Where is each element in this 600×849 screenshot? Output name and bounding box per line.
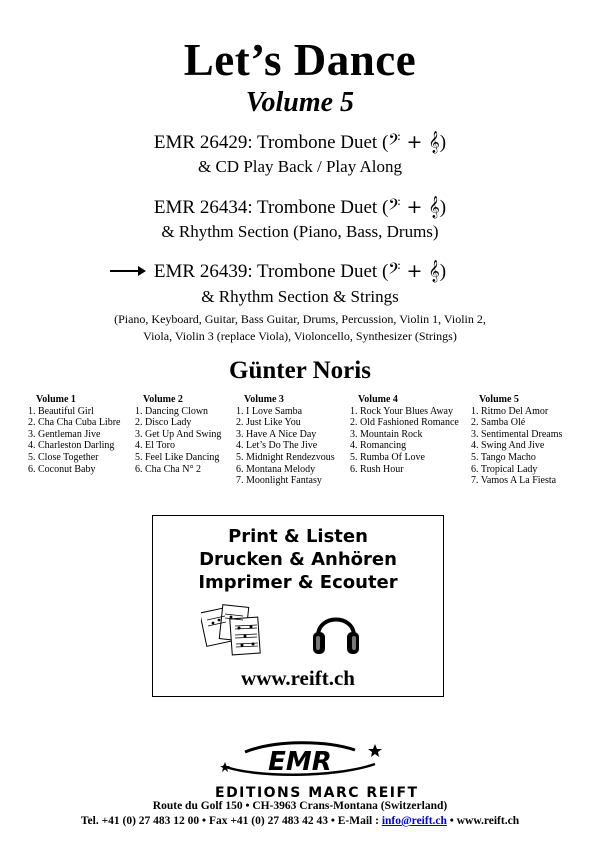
list-item: 5. Tango Macho <box>471 451 536 463</box>
list-item: 5. Feel Like Dancing <box>135 451 220 463</box>
list-item: 5. Rumba Of Love <box>350 451 425 463</box>
headphones-icon <box>311 604 361 658</box>
list-item: 4. El Toro <box>135 440 175 452</box>
clef-symbols: 𝄢 + 𝄞 <box>388 196 440 218</box>
list-item: 4. Charleston Darling <box>28 440 115 452</box>
publisher-contact: Tel. +41 (0) 27 483 12 00 • Fax +41 (0) 27 483 42 43 • E-Mail : info@reift.ch • www.reift.ch <box>80 815 520 827</box>
clef-symbols: 𝄢 + 𝄞 <box>388 131 440 153</box>
volume-column <box>350 394 459 475</box>
list-item: 6. Rush Hour <box>350 463 404 475</box>
volume-column <box>471 394 562 487</box>
clef-symbols: 𝄢 + 𝄞 <box>388 260 440 282</box>
edition-3-title: EMR 26439: Trombone Duet (𝄢 + 𝄞) <box>153 260 447 282</box>
print-listen-box <box>152 515 444 697</box>
list-item: 5. Midnight Rendezvous <box>236 451 335 463</box>
promo-line-de: Drucken & Anhören <box>199 549 397 570</box>
volume-heading: Volume 5 <box>479 394 519 405</box>
list-item: 3. Sentimental Dreams <box>471 428 563 440</box>
emr-logo <box>215 740 419 801</box>
list-item: 2. Old Fashioned Romance <box>350 417 459 429</box>
instruments-list: (Piano, Keyboard, Guitar, Bass Guitar, Drums, Percussion, Violin 1, Violin 2, Viola, Violin 3 (replace Viola), Violoncello, Synthesizer (Strings) <box>114 312 486 343</box>
list-item: 4. Let’s Do The Jive <box>236 440 318 452</box>
list-item: 2. Samba Olé <box>471 417 526 429</box>
composer-name: Günter Noris <box>229 357 371 384</box>
list-item: 6. Tropical Lady <box>471 463 538 475</box>
list-item: 5. Close Together <box>28 451 99 463</box>
list-item: 1. Beautiful Girl <box>28 405 94 417</box>
list-item: 6. Cha Cha N° 2 <box>135 463 201 475</box>
promo-line-en: Print & Listen <box>228 526 368 547</box>
list-item: 2. Just Like You <box>236 417 301 429</box>
edition-2-title: EMR 26434: Trombone Duet (𝄢 + 𝄞) <box>153 196 447 218</box>
promo-line-fr: Imprimer & Ecouter <box>198 572 398 593</box>
publisher-name: EDITIONS MARC REIFT <box>215 785 419 801</box>
volume-column <box>135 394 221 475</box>
volume-heading: Volume 3 <box>244 394 284 405</box>
volume-heading: Volume 4 <box>358 394 398 405</box>
list-item: 3. Gentleman Jive <box>28 428 101 440</box>
edition-1-title: EMR 26429: Trombone Duet (𝄢 + 𝄞) <box>153 131 447 153</box>
list-item: 1. Ritmo Del Amor <box>471 405 549 417</box>
emr-logo-text: EMR <box>268 747 332 777</box>
list-item: 1. Rock Your Blues Away <box>350 405 453 417</box>
phone-number: Tel. +41 (0) 27 483 12 00 <box>80 815 200 827</box>
list-item: 2. Disco Lady <box>135 417 192 429</box>
volume-column <box>28 394 120 475</box>
emr-logo-mark <box>215 740 385 780</box>
page-subtitle: Volume 5 <box>245 87 355 118</box>
list-item: 3. Mountain Rock <box>350 428 423 440</box>
edition-2-subtitle: & Rhythm Section (Piano, Bass, Drums) <box>161 222 439 241</box>
volume-heading: Volume 1 <box>36 394 76 405</box>
list-item: 3. Have A Nice Day <box>236 428 317 440</box>
list-item: 1. Dancing Clown <box>135 405 209 417</box>
promo-url-link[interactable]: www.reift.ch <box>241 666 355 690</box>
website-link[interactable]: www.reift.ch <box>456 815 520 827</box>
list-item: 6. Montana Melody <box>236 463 316 475</box>
list-item: 2. Cha Cha Cuba Libre <box>28 417 121 429</box>
volume-heading: Volume 2 <box>143 394 183 405</box>
list-item: 4. Romancing <box>350 440 407 452</box>
list-item: 1. I Love Samba <box>236 405 303 417</box>
edition-1-subtitle: & CD Play Back / Play Along <box>198 157 402 176</box>
email-label: E-Mail : <box>337 815 379 827</box>
publisher-address: Route du Golf 150 • CH-3963 Crans-Montana (Switzerland) <box>152 800 448 812</box>
list-item: 6. Coconut Baby <box>28 463 96 475</box>
edition-3-subtitle: & Rhythm Section & Strings <box>201 287 399 306</box>
list-item: 7. Moonlight Fantasy <box>236 475 322 487</box>
list-item: 4. Swing And Jive <box>471 440 545 452</box>
sheet-music-icon <box>201 602 265 658</box>
page-title: Let’s Dance <box>183 35 417 85</box>
email-link[interactable]: info@reift.ch <box>381 815 447 827</box>
list-item: 3. Get Up And Swing <box>135 428 222 440</box>
volume-column <box>236 394 335 487</box>
list-item: 7. Vamos A La Fiesta <box>471 475 557 487</box>
fax-number: Fax +41 (0) 27 483 42 43 <box>208 815 328 827</box>
